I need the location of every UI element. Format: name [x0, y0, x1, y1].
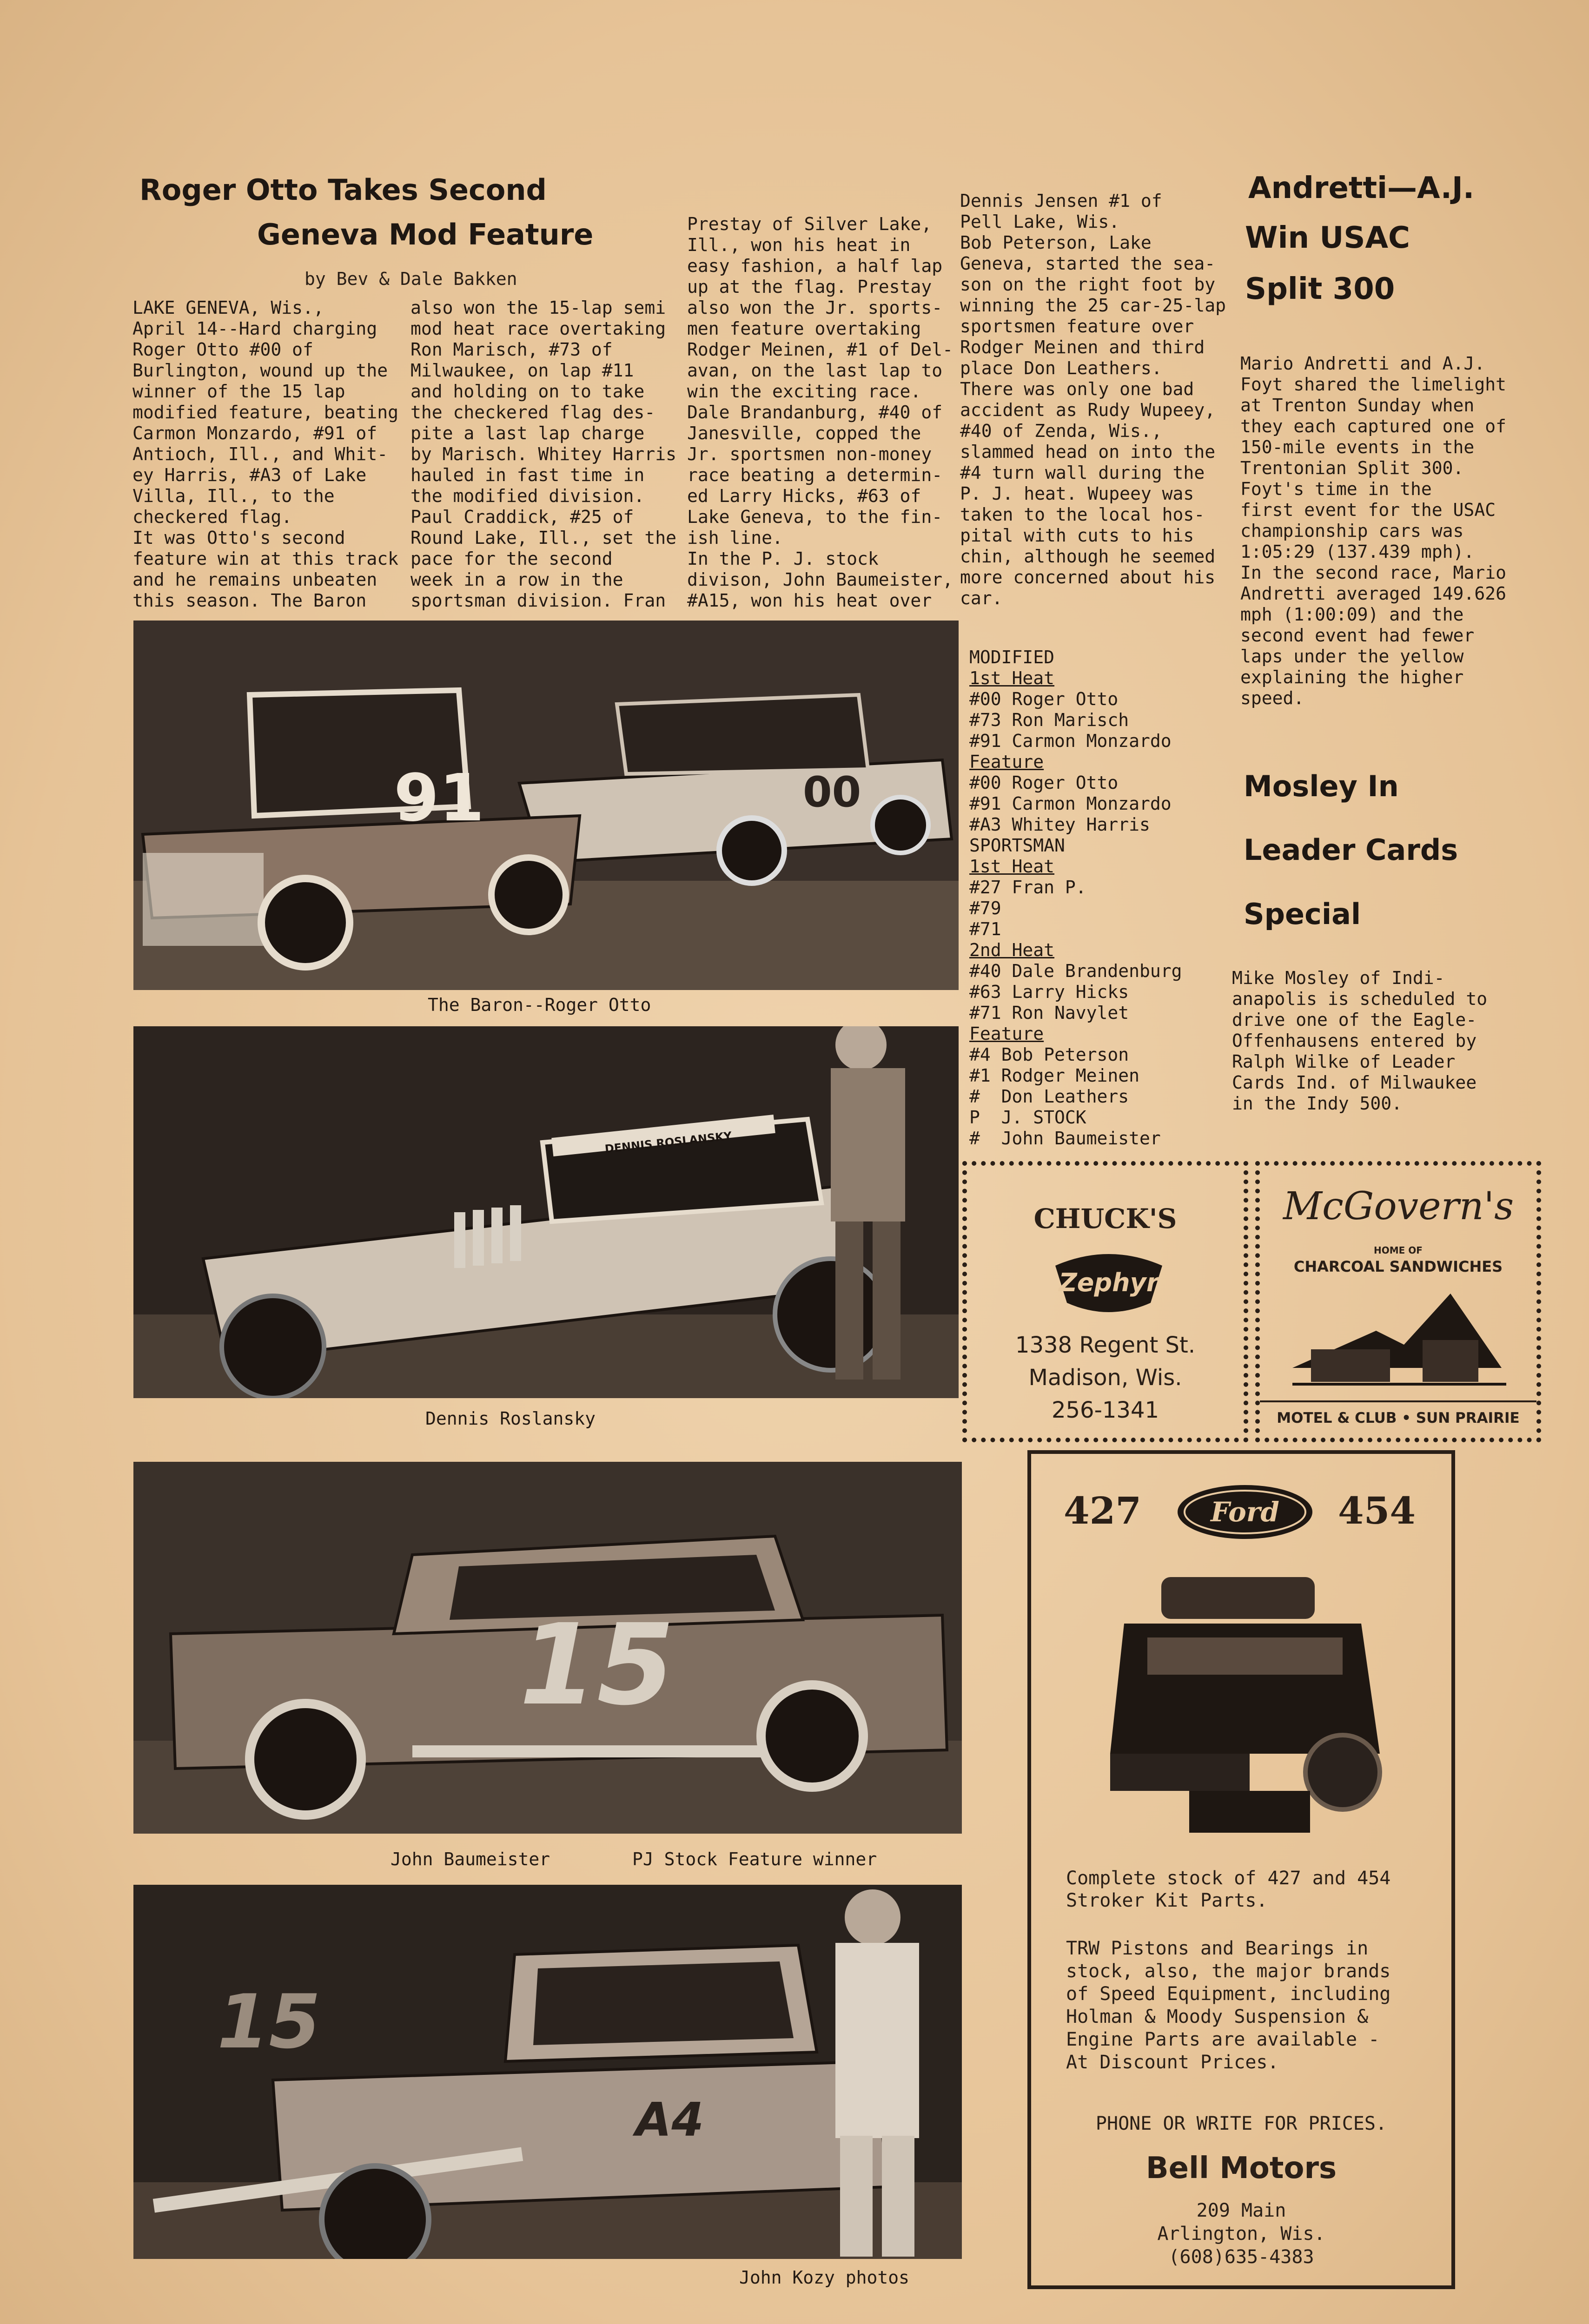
photo-a4-car-driver [133, 1885, 962, 2259]
ad-mcgovern [1255, 1161, 1541, 1442]
article2-headline-line1: Andretti—A.J. [1248, 171, 1475, 205]
ad-bell-phone: (608)635-4383 [1168, 2246, 1314, 2268]
engine-illustration [1082, 1558, 1408, 1847]
results-line: #79 [969, 898, 1001, 918]
ad-mcgovern-footer: MOTEL & CLUB • SUN PRAIRIE [1277, 1410, 1520, 1426]
article2-headline-line2: Win USAC [1245, 221, 1410, 255]
results-line: #4 Bob Peterson [969, 1044, 1129, 1065]
results-line: 1st Heat [969, 856, 1055, 877]
results-line: #27 Fran P. [969, 877, 1086, 898]
ad-mcgovern-home-of: HOME OF [1374, 1245, 1423, 1256]
caption-photo1: The Baron--Roger Otto [428, 995, 651, 1015]
article1-column-2: also won the 15-lap semi mod heat race overtaking Ron Marisch, #73 of Milwaukee, on lap #11 and holding on to take the checkered flag des- pite a last lap charge by Marisch. Whitey Harris hauled in fast time in the modified division. Paul Craddick, #25 of Round Lake, Ill., set the pace for the second week in a row in the sportsman division. Fran [410, 297, 676, 611]
photo-roger-otto-cars [133, 621, 959, 990]
motel-building-illustration [1283, 1280, 1516, 1391]
ad-chucks-phone: 256-1341 [1051, 1397, 1159, 1423]
ad-chucks-name: CHUCK'S [1033, 1203, 1177, 1235]
ford-brand-text: Ford [1211, 1496, 1279, 1528]
ad-chucks-address: 1338 Regent St. [1015, 1332, 1196, 1358]
results-line: #71 Ron Navylet [969, 1003, 1129, 1023]
article2-headline-line3: Split 300 [1245, 272, 1395, 306]
background-car-number-15: 15 [217, 1978, 321, 2065]
results-line: #A3 Whitey Harris [969, 814, 1150, 835]
ad-chucks-city: Madison, Wis. [1028, 1365, 1182, 1391]
results-line: SPORTSMAN [969, 835, 1065, 856]
article3-headline-line2: Leader Cards [1244, 833, 1458, 867]
results-line: 1st Heat [969, 668, 1055, 688]
photo-john-baumeister-car [133, 1462, 962, 1834]
results-line: #00 Roger Otto [969, 689, 1119, 709]
ad-mcgovern-footer-rule [1260, 1400, 1536, 1402]
ad-bell-left-number: 427 [1064, 1489, 1141, 1532]
results-line: #71 [969, 919, 1001, 939]
caption-photo3-left: John Baumeister [391, 1849, 550, 1869]
article1-column-4: Dennis Jensen #1 of Pell Lake, Wis. Bob Peterson, Lake Geneva, started the sea- son on the right foot by winning the 25 car-25-lap sportsmen feature over Rodger Meinen and third place Don Leathers. There was only one bad accident as Rudy Wupeey, #40 of Zenda, Wis., slammed head on into the #4 turn wall during the P. J. heat. Wupeey was taken to the local hos- pital with cuts to his chin, although he seemed more concerned about his car. [960, 191, 1226, 608]
roof-name-text: DENNIS ROSLANSKY [604, 1129, 733, 1156]
ford-logo [1175, 1482, 1315, 1542]
caption-photo3-right: PJ Stock Feature winner [632, 1849, 877, 1869]
article1-column-3: Prestay of Silver Lake, Ill., won his heat in easy fashion, a half lap up at the flag. Prestay also won the Jr. sports- men feature overtaking Rodger Meinen, #1 of Del- avan, on the last lap to win the exciting race. Dale Brandanburg, #40 of Janesville, copped the Jr. sportsmen non-money race beating a determin- ed Larry Hicks, #63 of Lake Geneva, to the fin- ish line. In the P. J. stock divison, John Baumeister, #A15, won his heat over [687, 214, 953, 611]
car-number-a4: A4 [636, 2093, 704, 2147]
ad-bell-motors [1027, 1450, 1455, 2289]
results-line: Feature [969, 752, 1044, 772]
results-line: #00 Roger Otto [969, 772, 1119, 793]
ad-bell-call-to-action: PHONE OR WRITE FOR PRICES. [1095, 2113, 1387, 2134]
article1-column-1: LAKE GENEVA, Wis., April 14--Hard charging Roger Otto #00 of Burlington, wound up the winner of the 15 lap modified feature, beating Carmon Monzardo, #91 of Antioch, Ill., and Whit- ey Harris, #A3 of Lake Villa, Ill., to the checkered flag. It was Otto's second feature win at this track and he remains unbeaten this season. The Baron [132, 297, 398, 611]
results-line: Feature [969, 1023, 1044, 1044]
results-line: #91 Carmon Monzardo [969, 793, 1172, 814]
article3-headline-line1: Mosley In [1244, 769, 1399, 803]
caption-photo2: Dennis Roslansky [425, 1408, 596, 1429]
results-line: #63 Larry Hicks [969, 982, 1129, 1002]
article3-headline-line3: Special [1244, 897, 1361, 931]
ad-chucks [962, 1161, 1248, 1442]
results-line: #1 Rodger Meinen [969, 1065, 1140, 1086]
results-line: P J. STOCK [969, 1107, 1086, 1128]
results-line: #73 Ron Marisch [969, 710, 1129, 730]
car-number-15: 15 [519, 1600, 675, 1730]
article1-byline: by Bev & Dale Bakken [305, 269, 517, 289]
zephyr-brand-text: Zephyr [1059, 1268, 1159, 1297]
results-line: #40 Dale Brandenburg [969, 961, 1182, 981]
caption-photo4: John Kozy photos [739, 2267, 910, 2288]
ad-mcgovern-name: McGovern's [1283, 1184, 1514, 1228]
article1-headline-line2: Geneva Mod Feature [257, 218, 594, 251]
results-line: #91 Carmon Monzardo [969, 731, 1172, 751]
photo-dennis-roslansky [133, 1026, 959, 1398]
ad-bell-line1: Complete stock of 427 and 454 [1066, 1868, 1391, 1889]
car-number-91: 91 [394, 760, 484, 836]
article2-body: Mario Andretti and A.J. Foyt shared the limelight at Trenton Sunday when they each captured one of 150-mile events in the Trentonian Split 300. Foyt's time in the first event for the USAC championship cars was 1:05:29 (137.439 mph). In the second race, Mario Andretti averaged 149.626 mph (1:00:09) and the second event had fewer laps under the yellow explaining the higher speed. [1240, 353, 1506, 708]
ad-bell-street: 209 Main [1196, 2200, 1286, 2221]
ad-bell-city: Arlington, Wis. [1157, 2223, 1325, 2245]
results-line: 2nd Heat [969, 940, 1055, 960]
ad-bell-paragraph: TRW Pistons and Bearings in stock, also, the major brands of Speed Equipment, including Holman & Moody Suspension & Engine Parts are available - At Discount Prices. [1066, 1938, 1391, 2073]
results-line: # Don Leathers [969, 1086, 1129, 1107]
ad-bell-right-number: 454 [1338, 1489, 1416, 1532]
article1-headline-line1: Roger Otto Takes Second [139, 173, 547, 207]
car-number-00: 00 [803, 768, 861, 817]
race-results-list [969, 647, 1230, 1149]
ad-bell-line2: Stroker Kit Parts. [1066, 1890, 1268, 1911]
zephyr-logo [1051, 1247, 1167, 1317]
results-line: # John Baumeister [969, 1128, 1161, 1149]
results-line: MODIFIED [969, 647, 1055, 667]
ad-bell-name: Bell Motors [1145, 2151, 1337, 2185]
ad-mcgovern-tagline: CHARCOAL SANDWICHES [1293, 1258, 1503, 1275]
article3-body: Mike Mosley of Indi- anapolis is scheduled to drive one of the Eagle- Offenhausens entered by Ralph Wilke of Leader Cards Ind. of Milwaukee in the Indy 500. [1232, 968, 1488, 1114]
